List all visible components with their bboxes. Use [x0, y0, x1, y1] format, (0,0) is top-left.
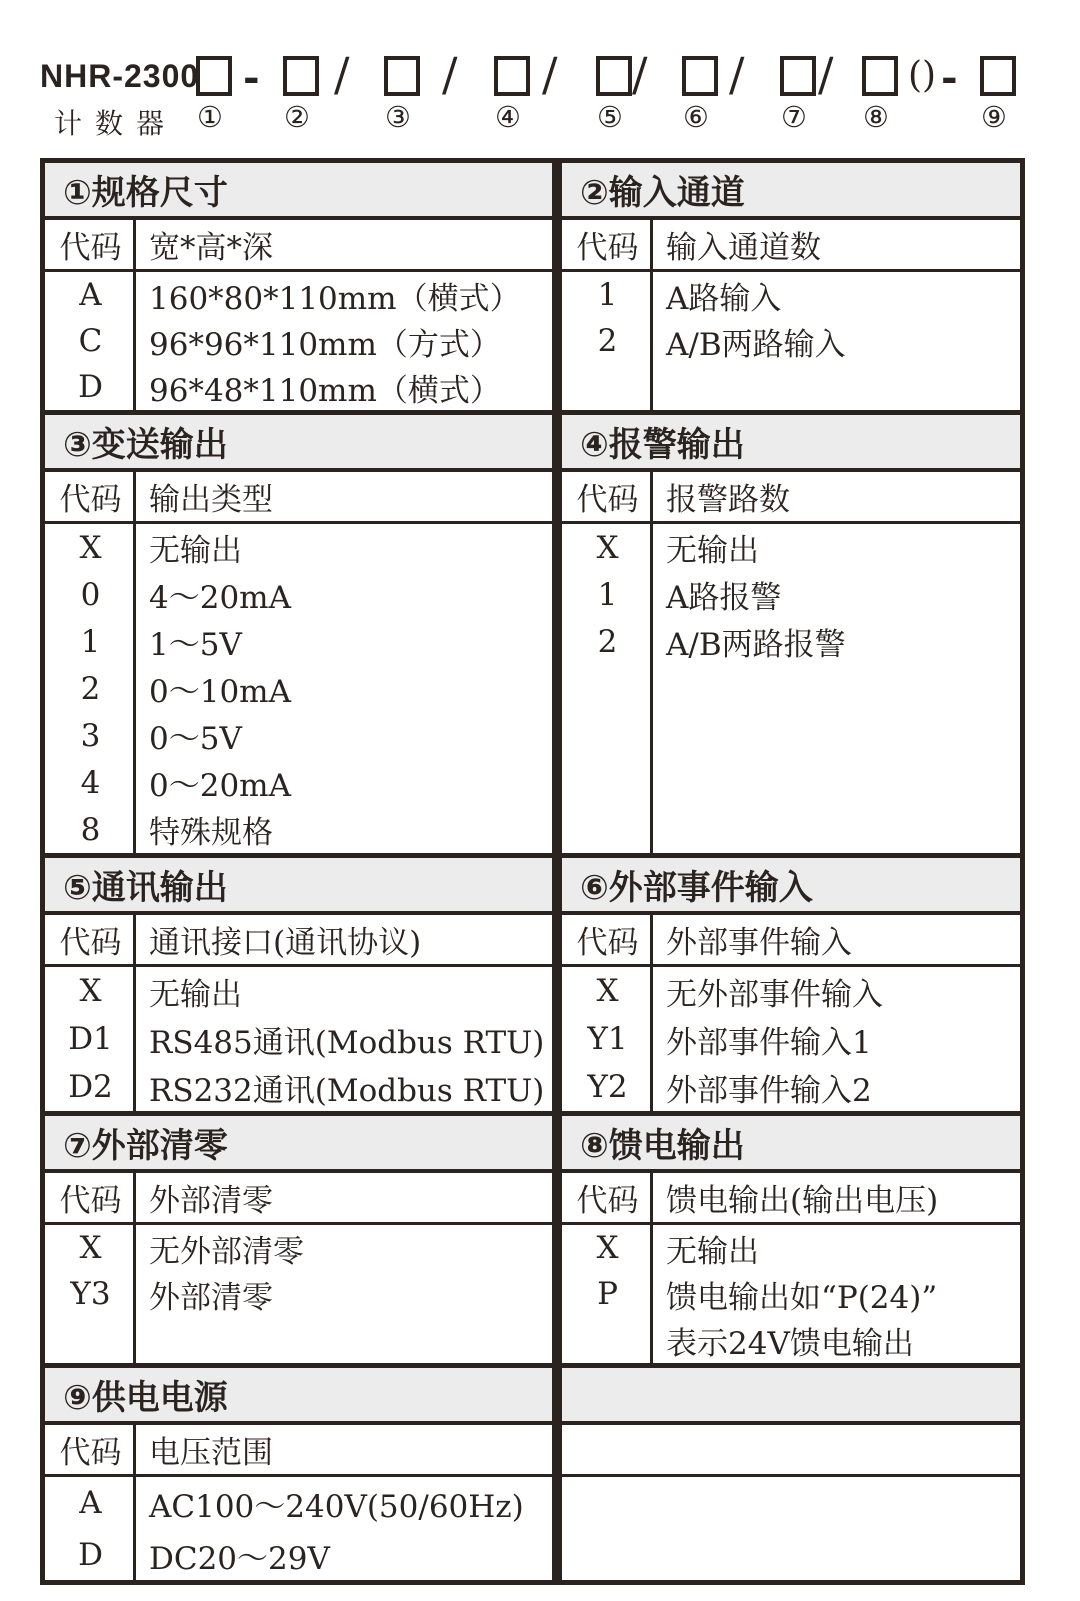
separator-slash: / — [632, 47, 648, 101]
table-row — [562, 571, 1020, 618]
section-grid — [562, 472, 1020, 853]
desc-cell: 0～10mA — [149, 674, 291, 710]
column-header-row — [45, 1425, 552, 1477]
desc-cell: AC100～240V(50/60Hz) — [149, 1488, 524, 1525]
section-title: ⑧馈电输出 — [562, 1116, 1020, 1173]
code-cell: C — [78, 323, 103, 359]
table-row — [45, 1529, 552, 1581]
separator-slash: / — [542, 47, 558, 101]
section-external-reset — [45, 1116, 562, 1363]
table-row — [45, 665, 552, 712]
desc-cell: A/B两路报警 — [666, 627, 846, 663]
section-comm-output — [45, 858, 562, 1111]
code-cell: 8 — [80, 811, 101, 848]
code-cell: X — [596, 529, 619, 566]
desc-cell: 外部事件输入1 — [666, 1024, 872, 1061]
section-power-supply — [45, 1368, 562, 1581]
code-cell: 1 — [80, 623, 101, 660]
code-column-header: 代码 — [59, 482, 122, 518]
section-grid — [562, 915, 1020, 1111]
section-grid — [45, 220, 552, 410]
table-band-4 — [45, 1116, 1020, 1368]
table-row — [45, 524, 552, 571]
code-column-header: 代码 — [576, 482, 639, 518]
section-title: ⑥外部事件输入 — [562, 858, 1020, 915]
code-cell: 0 — [80, 576, 101, 613]
desc-column-header: 报警路数 — [666, 482, 790, 518]
table-row — [45, 318, 552, 364]
code-cell: 1 — [597, 277, 618, 313]
position-marker-4: ④ — [495, 100, 521, 134]
table-row — [562, 524, 1020, 571]
table-row — [562, 1063, 1020, 1111]
code-cell: Y1 — [587, 1021, 628, 1057]
section-title: ②输入通道 — [562, 163, 1020, 220]
desc-cell: 160*80*110mm（横式） — [149, 280, 521, 317]
section-input-channel — [562, 163, 1020, 410]
separator-dash: - — [941, 54, 958, 101]
section-title: ①规格尺寸 — [45, 163, 552, 220]
empty-column-header-row — [562, 1425, 1020, 1477]
desc-cell: RS232通讯(Modbus RTU) — [149, 1072, 545, 1109]
desc-cell: 无输出 — [149, 533, 242, 569]
model-option-box-9 — [980, 56, 1016, 96]
separator-slash: / — [729, 47, 745, 101]
empty-title-bar — [562, 1368, 1020, 1425]
code-cell: X — [79, 1230, 102, 1266]
desc-cell: 96*96*110mm（方式） — [149, 326, 501, 363]
model-option-box-3 — [384, 56, 420, 96]
desc-cell: 1～5V — [149, 627, 242, 663]
code-cell: D — [78, 1537, 103, 1573]
section-grid — [45, 1425, 552, 1581]
code-cell: 2 — [80, 670, 101, 707]
separator-slash: / — [442, 47, 458, 101]
table-band-1 — [45, 163, 1020, 415]
desc-cell: A路报警 — [666, 580, 782, 616]
table-row — [45, 1063, 552, 1111]
desc-cell: 特殊规格 — [149, 815, 273, 851]
desc-cell: 无外部清零 — [149, 1233, 304, 1270]
desc-column-header: 输出类型 — [149, 482, 273, 518]
code-column-header: 代码 — [59, 1435, 122, 1471]
ordering-table — [40, 158, 1025, 1585]
desc-cell: 无输出 — [149, 976, 242, 1013]
separator-parens: () — [908, 55, 937, 96]
desc-column-header: 通讯接口(通讯协议) — [149, 925, 422, 961]
section-grid — [562, 220, 1020, 410]
table-row — [45, 712, 552, 759]
desc-column-header: 宽*高*深 — [149, 230, 273, 266]
table-row — [45, 1225, 552, 1271]
table-row — [45, 967, 552, 1015]
model-option-box-8 — [862, 56, 898, 96]
column-header-row — [562, 915, 1020, 967]
position-marker-8: ⑧ — [863, 100, 889, 134]
section-title: ⑦外部清零 — [45, 1116, 552, 1173]
column-header-row — [562, 220, 1020, 272]
model-option-box-6 — [682, 56, 718, 96]
code-cell: D1 — [68, 1021, 113, 1057]
model-number: NHR-2300 — [40, 58, 200, 94]
code-column-header: 代码 — [59, 925, 122, 961]
code-column-header: 代码 — [576, 230, 639, 266]
model-option-box-1 — [196, 56, 232, 96]
code-cell: 2 — [597, 323, 618, 359]
table-row — [45, 1271, 552, 1317]
desc-cell: 外部清零 — [149, 1279, 273, 1316]
section-spec-size — [45, 163, 562, 410]
section-feed-power-output — [562, 1116, 1020, 1363]
desc-cell: 无外部事件输入 — [666, 976, 883, 1013]
code-cell: D — [78, 369, 103, 405]
section-transmit-output — [45, 415, 562, 853]
table-row — [562, 1271, 1020, 1317]
code-cell: P — [597, 1276, 618, 1312]
desc-column-header: 电压范围 — [149, 1435, 273, 1471]
table-row — [562, 1317, 1020, 1363]
desc-cell: 0～20mA — [149, 768, 291, 804]
desc-cell: 4～20mA — [149, 580, 291, 616]
position-marker-3: ③ — [385, 100, 411, 134]
table-band-2 — [45, 415, 1020, 858]
section-grid — [45, 915, 552, 1111]
desc-cell: 表示24V馈电输出 — [666, 1325, 914, 1362]
separator-slash: / — [818, 47, 834, 101]
section-empty — [562, 1368, 1020, 1581]
column-header-row — [45, 472, 552, 524]
position-marker-2: ② — [284, 100, 310, 134]
model-option-box-4 — [494, 56, 530, 96]
section-grid — [45, 472, 552, 853]
code-cell: A — [79, 1485, 102, 1521]
table-row — [562, 272, 1020, 318]
desc-cell: 馈电输出如“P(24)” — [666, 1279, 938, 1316]
desc-column-header: 输入通道数 — [666, 230, 821, 266]
table-band-3 — [45, 858, 1020, 1116]
code-cell: Y3 — [70, 1276, 111, 1312]
table-row — [45, 1477, 552, 1529]
column-header-row — [562, 472, 1020, 524]
desc-column-header: 外部事件输入 — [666, 925, 852, 961]
code-column-header: 代码 — [59, 1183, 122, 1219]
code-cell: X — [79, 973, 102, 1009]
model-option-box-2 — [283, 56, 319, 96]
desc-cell: 无输出 — [666, 1233, 759, 1270]
column-header-row — [562, 1173, 1020, 1225]
desc-cell: 外部事件输入2 — [666, 1072, 872, 1109]
position-marker-5: ⑤ — [597, 100, 623, 134]
desc-cell: A路输入 — [666, 280, 782, 317]
separator-dash: - — [243, 54, 260, 101]
section-title: ⑤通讯输出 — [45, 858, 552, 915]
code-cell: A — [79, 277, 102, 313]
section-title: ④报警输出 — [562, 415, 1020, 472]
section-external-event-input — [562, 858, 1020, 1111]
position-marker-9: ⑨ — [981, 100, 1007, 134]
code-cell: D2 — [68, 1069, 113, 1105]
table-row — [562, 1225, 1020, 1271]
code-cell: X — [79, 529, 102, 566]
column-header-row — [45, 1173, 552, 1225]
code-cell: 1 — [597, 576, 618, 613]
separator-slash: / — [334, 47, 350, 101]
table-band-5 — [45, 1368, 1020, 1581]
desc-column-header: 外部清零 — [149, 1183, 273, 1219]
position-marker-1: ① — [197, 100, 223, 134]
table-row — [562, 618, 1020, 665]
table-row — [562, 967, 1020, 1015]
table-row — [45, 272, 552, 318]
model-option-box-7 — [780, 56, 816, 96]
desc-cell: 无输出 — [666, 533, 759, 569]
table-row — [45, 759, 552, 806]
code-column-header: 代码 — [59, 230, 122, 266]
model-option-box-5 — [596, 56, 632, 96]
position-marker-6: ⑥ — [683, 100, 709, 134]
table-row — [562, 318, 1020, 364]
model-category-label: 计数器 — [54, 107, 178, 140]
table-row — [45, 1015, 552, 1063]
column-header-row — [45, 220, 552, 272]
code-column-header: 代码 — [576, 1183, 639, 1219]
model-code-line — [0, 0, 1080, 158]
desc-cell: RS485通讯(Modbus RTU) — [149, 1024, 545, 1061]
desc-cell: DC20～29V — [149, 1540, 330, 1577]
empty-section-grid — [562, 1425, 1020, 1581]
column-header-row — [45, 915, 552, 967]
table-row — [45, 571, 552, 618]
section-alarm-output — [562, 415, 1020, 853]
desc-cell: A/B两路输入 — [666, 326, 846, 363]
desc-cell: 96*48*110mm（横式） — [149, 372, 501, 409]
table-row — [45, 364, 552, 410]
code-cell: 4 — [80, 764, 101, 801]
section-title: ⑨供电电源 — [45, 1368, 552, 1425]
code-cell: X — [596, 973, 619, 1009]
code-cell: Y2 — [587, 1069, 628, 1105]
position-marker-7: ⑦ — [781, 100, 807, 134]
section-grid — [562, 1173, 1020, 1363]
code-column-header: 代码 — [576, 925, 639, 961]
desc-cell: 0～5V — [149, 721, 242, 757]
table-row — [562, 1015, 1020, 1063]
table-row — [45, 806, 552, 853]
desc-column-header: 馈电输出(输出电压) — [666, 1183, 939, 1219]
section-title: ③变送输出 — [45, 415, 552, 472]
section-grid — [45, 1173, 552, 1363]
table-row — [45, 618, 552, 665]
code-cell: 3 — [80, 717, 101, 754]
code-cell: 2 — [597, 623, 618, 660]
code-cell: X — [596, 1230, 619, 1266]
